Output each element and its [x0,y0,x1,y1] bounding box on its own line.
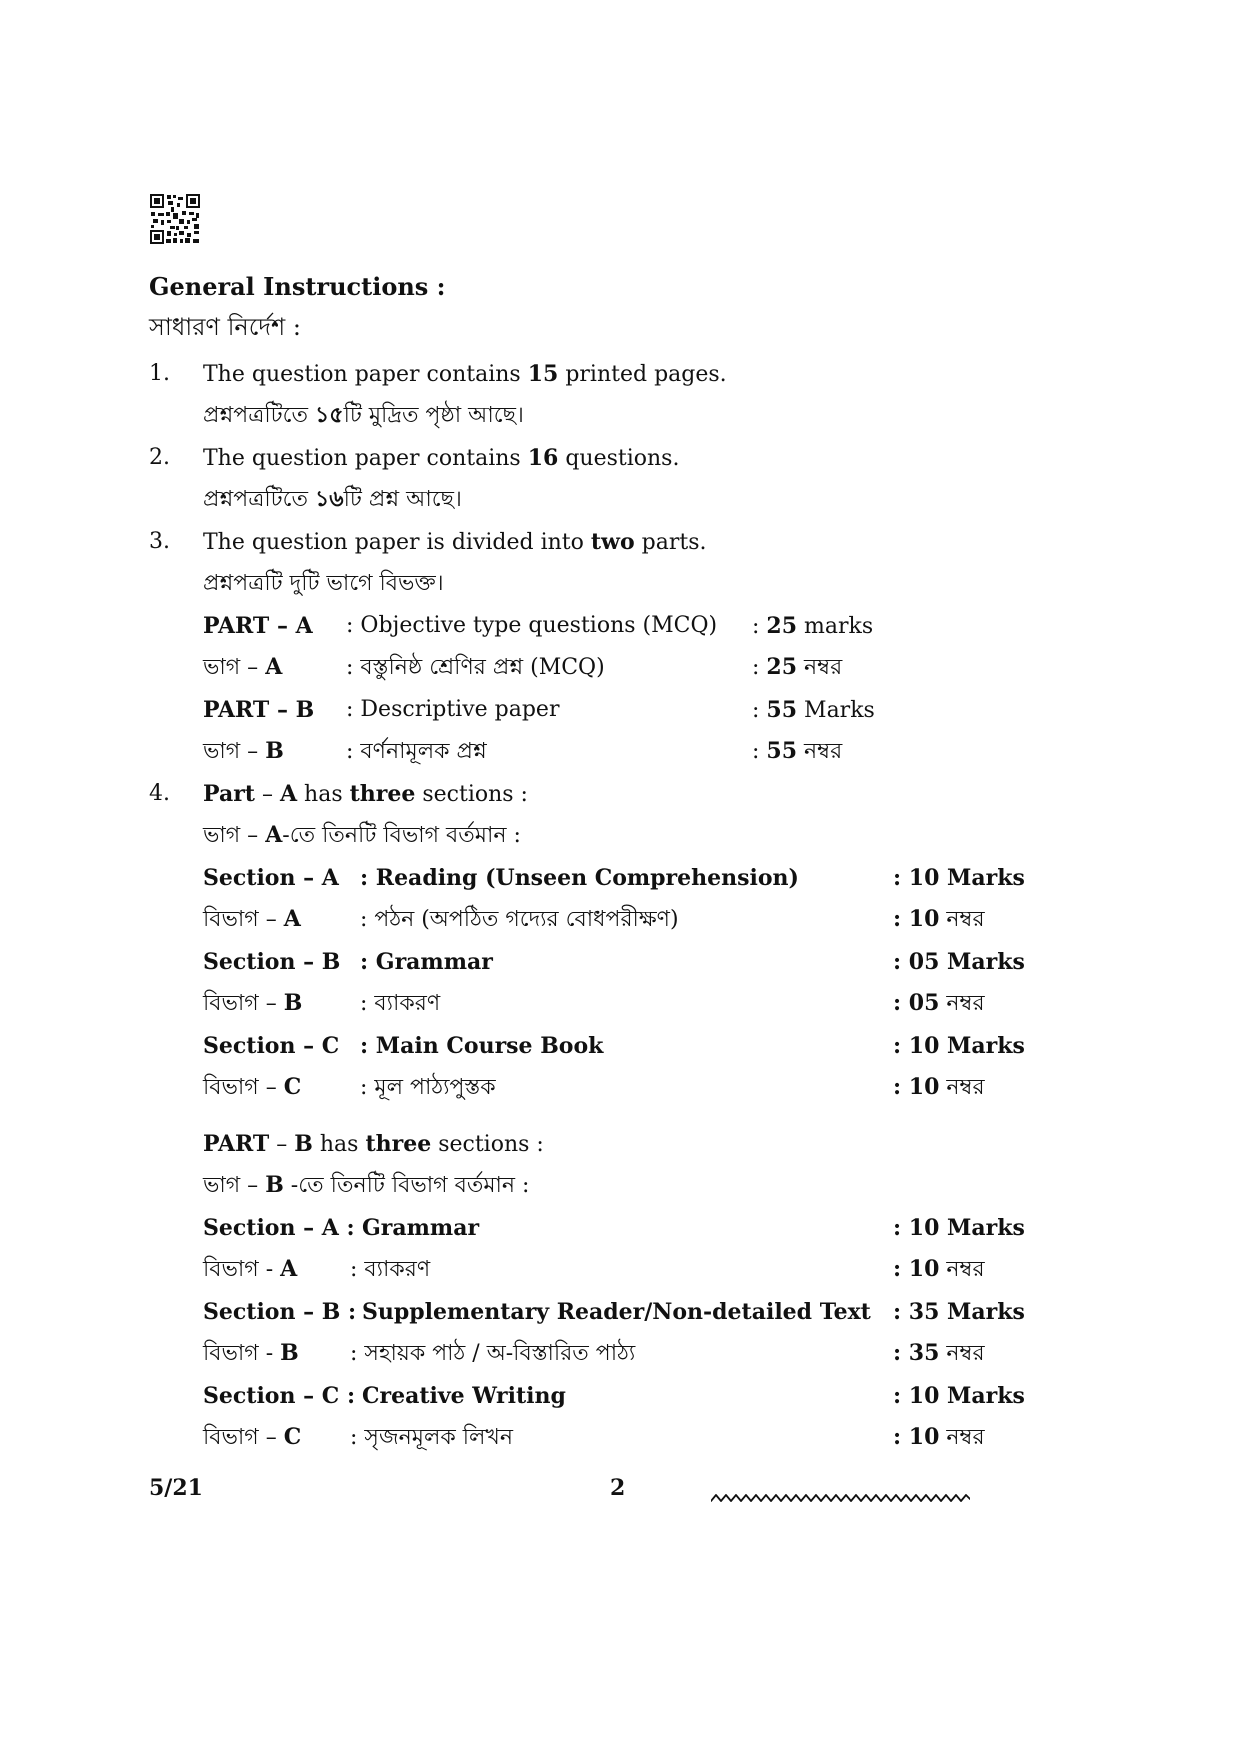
part-b-desc-bn: : বর্ণনামূলক প্রশ্ন [346,739,487,764]
part-a-section-b-marks-bn: : 05 নম্বর [893,990,985,1016]
general-instructions-title: General Instructions : [149,272,446,301]
item-3-bengali: প্রশ্নপত্রটি দুটি ভাগে বিভক্ত। [203,571,444,596]
part-a-section-b-desc-bn: : ব্যাকরণ [360,991,441,1016]
part-a-section-b-label-bn: বিভাগ – B [203,990,303,1016]
part-b-intro-bengali: ভাগ – B -তে তিনটি বিভাগ বর্তমান : [203,1172,530,1198]
part-a-marks-bn: : 25 নম্বর [752,654,843,680]
part-b-section-a-desc: Grammar [362,1215,480,1241]
part-a-desc: : Objective type questions (MCQ) [346,613,718,638]
part-b-desc: : Descriptive paper [346,697,560,722]
part-b-section-b-marks: : 35 Marks [893,1299,1025,1325]
part-a-section-a-marks-bn: : 10 নম্বর [893,906,985,932]
part-a-section-c-marks: : 10 Marks [893,1033,1025,1059]
part-a-section-a-desc: : Reading (Unseen Comprehension) [360,865,799,891]
part-b-section-b-desc-bn: : সহায়ক পাঠ / অ-বিস্তারিত পাঠ্য [350,1341,636,1366]
part-b-section-a-label: Section – A : [203,1215,355,1241]
item-number-3: 3. [149,529,170,554]
part-a-section-b-desc: : Grammar [360,949,493,975]
part-b-section-c-desc-bn: : সৃজনমূলক লিখন [350,1425,514,1450]
paper-code: 5/21 [149,1475,203,1501]
part-a-section-c-label: Section – C [203,1033,340,1059]
part-b-section-b-label: Section – B : [203,1299,357,1325]
item-3-english: The question paper is divided into two parts. [203,529,707,555]
item-2-bengali: প্রশ্নপত্রটিতে ১৬টি প্রশ্ন আছে। [203,486,462,512]
part-a-section-b-marks: : 05 Marks [893,949,1025,975]
part-b-section-c-label-bn: বিভাগ – C [203,1424,302,1450]
item-1-bengali: প্রশ্নপত্রটিতে ১৫টি মুদ্রিত পৃষ্ঠা আছে। [203,402,524,428]
part-b-section-c-desc: Creative Writing [362,1383,566,1409]
part-b-label: PART – B [203,697,315,723]
wavy-line-icon [711,1491,970,1505]
part-b-section-b-label-bn: বিভাগ - B [203,1340,299,1366]
item-number-2: 2. [149,445,170,470]
part-b-section-b-marks-bn: : 35 নম্বর [893,1340,985,1366]
qr-code-icon [149,193,201,245]
part-b-section-a-desc-bn: : ব্যাকরণ [350,1257,431,1282]
part-a-section-b-label: Section – B [203,949,341,975]
part-b-marks: : 55 Marks [752,697,875,723]
item-number-1: 1. [149,361,170,386]
part-a-marks: : 25 marks [752,613,874,639]
part-b-section-b-desc: Supplementary Reader/Non-detailed Text [362,1299,871,1325]
item-2-english: The question paper contains 16 questions. [203,445,680,471]
part-a-section-c-desc-bn: : মূল পাঠ্যপুস্তক [360,1075,496,1100]
part-b-marks-bn: : 55 নম্বর [752,738,843,764]
part-a-section-a-marks: : 10 Marks [893,865,1025,891]
item-number-4: 4. [149,781,170,806]
part-a-section-c-marks-bn: : 10 নম্বর [893,1074,985,1100]
part-b-section-c-label: Section – C : [203,1383,356,1409]
part-a-desc-bn: : বস্তুনিষ্ঠ শ্রেণির প্রশ্ন (MCQ) [346,655,605,680]
part-a-label: PART – A [203,613,313,639]
item-1-english: The question paper contains 15 printed pages. [203,361,727,387]
part-b-section-a-label-bn: বিভাগ - A [203,1256,298,1282]
part-a-section-a-label: Section – A [203,865,339,891]
part-a-section-c-desc: : Main Course Book [360,1033,604,1059]
part-b-label-bn: ভাগ – B [203,738,284,764]
item-4-english: Part – A has three sections : [203,781,528,807]
part-b-intro-english: PART – B has three sections : [203,1131,544,1157]
general-instructions-title-bn: সাধারণ নির্দেশ : [149,313,301,341]
part-a-section-a-desc-bn: : পঠন (অপঠিত গদ্যের বোধপরীক্ষণ) [360,907,679,932]
part-b-section-a-marks: : 10 Marks [893,1215,1025,1241]
part-a-section-c-label-bn: বিভাগ – C [203,1074,302,1100]
part-b-section-c-marks: : 10 Marks [893,1383,1025,1409]
item-4-bengali: ভাগ – A-তে তিনটি বিভাগ বর্তমান : [203,822,521,848]
part-a-section-a-label-bn: বিভাগ – A [203,906,301,932]
page-number: 2 [610,1475,626,1501]
part-b-section-c-marks-bn: : 10 নম্বর [893,1424,985,1450]
part-b-section-a-marks-bn: : 10 নম্বর [893,1256,985,1282]
part-a-label-bn: ভাগ – A [203,654,283,680]
